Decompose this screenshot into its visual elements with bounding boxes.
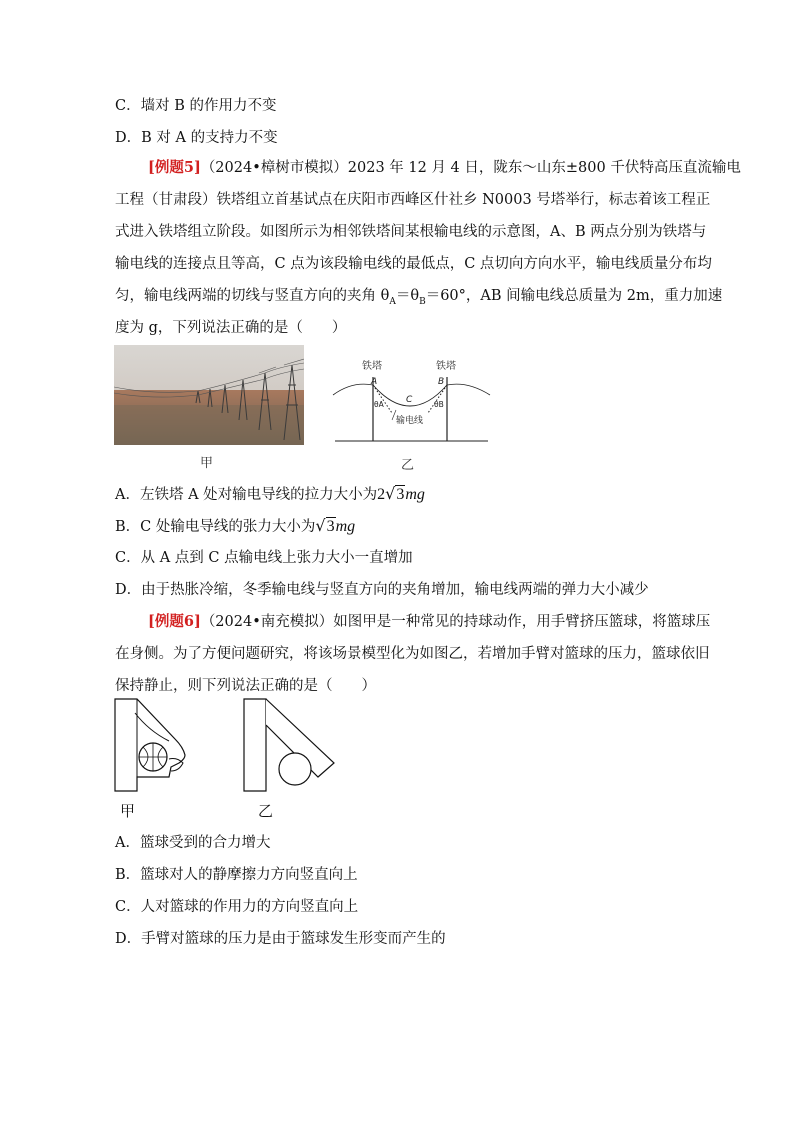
example5-line5 [115, 286, 722, 312]
wire-label: 输电线 [396, 416, 424, 426]
power-tower-photo [114, 345, 304, 445]
figure6-yi-label: 乙 [258, 802, 274, 820]
example6-option-d: D．手臂对篮球的压力是由于篮球发生形变而产生的 [115, 931, 446, 947]
point-b-label: B [438, 377, 445, 387]
option-d-prev: D．B 对 A 的支持力不变 [115, 130, 278, 146]
point-c-label: C [406, 395, 413, 405]
example6-option-c: C．人对篮球的作用力的方向竖直向上 [115, 899, 359, 915]
option-a-text: A．左铁塔 A 处对输电导线的拉力大小为 [115, 487, 378, 503]
example5-line1 [148, 158, 741, 178]
example6-line2: 在身侧。为了方便问题研究，将该场景模型化为如图乙，若增加手臂对篮球的压力，篮球依旧 [115, 646, 710, 662]
figure-yi-label: 乙 [401, 458, 415, 473]
example5-option-d: D．由于热胀冷缩，冬季输电线与竖直方向的夹角增加，输电线两端的弹力大小减少 [115, 582, 649, 598]
example5-text-5b: ＝θ [395, 288, 420, 304]
theta-b-sub: B [419, 296, 426, 307]
transmission-line-diagram [330, 355, 495, 455]
option-b-formula: √3mg [315, 516, 356, 535]
tower-label-left: 铁塔 [362, 361, 382, 372]
coef-2: 2 [377, 486, 386, 503]
theta-b-label: θB [434, 400, 444, 409]
tower-label-right: 铁塔 [436, 361, 456, 372]
option-a-formula: 2√3mg [377, 484, 425, 503]
theta-a-sub: A [389, 296, 396, 307]
example6-tag: [例题6] [148, 613, 201, 630]
option-c-prev: C．墙对 B 的作用力不变 [115, 98, 277, 114]
example5-text-5a: 匀，输电线两端的切线与竖直方向的夹角 θ [115, 288, 390, 304]
example6-line1 [148, 612, 710, 632]
figure-jia-label: 甲 [200, 456, 214, 471]
option-b-text: B．C 处输电导线的张力大小为 [115, 519, 316, 535]
example5-line4: 输电线的连接点且等高，C 点为该段输电线的最低点，C 点切向方向水平，输电线质量分布均 [115, 256, 712, 272]
arm-basketball-figure [113, 697, 193, 794]
theta-a-label: θA [374, 400, 384, 409]
mg-symbol: mg [405, 486, 425, 503]
point-a-label: A [371, 377, 378, 387]
example6-option-b: B．篮球对人的静摩擦力方向竖直向上 [115, 867, 358, 883]
example5-line3: 式进入铁塔组立阶段。如图所示为相邻铁塔间某根输电线的示意图，A、B 两点分别为铁塔与 [115, 224, 707, 240]
example5-option-b [115, 516, 355, 537]
example5-text-5c: ＝60°，AB 间输电线总质量为 2m，重力加速 [425, 288, 723, 304]
figure6-jia-label: 甲 [120, 802, 136, 820]
example5-line2: 工程（甘肃段）铁塔组立首基试点在庆阳市西峰区什社乡 N0003 号塔举行，标志着该工程正 [115, 192, 711, 208]
radicand-3b: 3 [326, 518, 335, 535]
mg-symbol-b: mg [335, 518, 356, 535]
example5-line6: 度为 g，下列说法正确的是（ ） [115, 320, 347, 336]
example5-option-c: C．从 A 点到 C 点输电线上张力大小一直增加 [115, 550, 413, 566]
example6-option-a: A．篮球受到的合力增大 [115, 835, 271, 851]
example5-tag: [例题5] [148, 159, 201, 176]
radicand-3: 3 [396, 486, 405, 503]
example5-text-1: （2024•樟树市模拟）2023 年 12 月 4 日，陇东～山东±800 千伏特高压直流输电 [200, 160, 741, 176]
example6-line3: 保持静止，则下列说法正确的是（ ） [115, 678, 376, 694]
basketball-model-figure [242, 697, 347, 794]
example6-text-1: （2024•南充模拟）如图甲是一种常见的持球动作，用手臂挤压篮球，将篮球压 [200, 614, 711, 630]
example5-option-a [115, 484, 425, 505]
